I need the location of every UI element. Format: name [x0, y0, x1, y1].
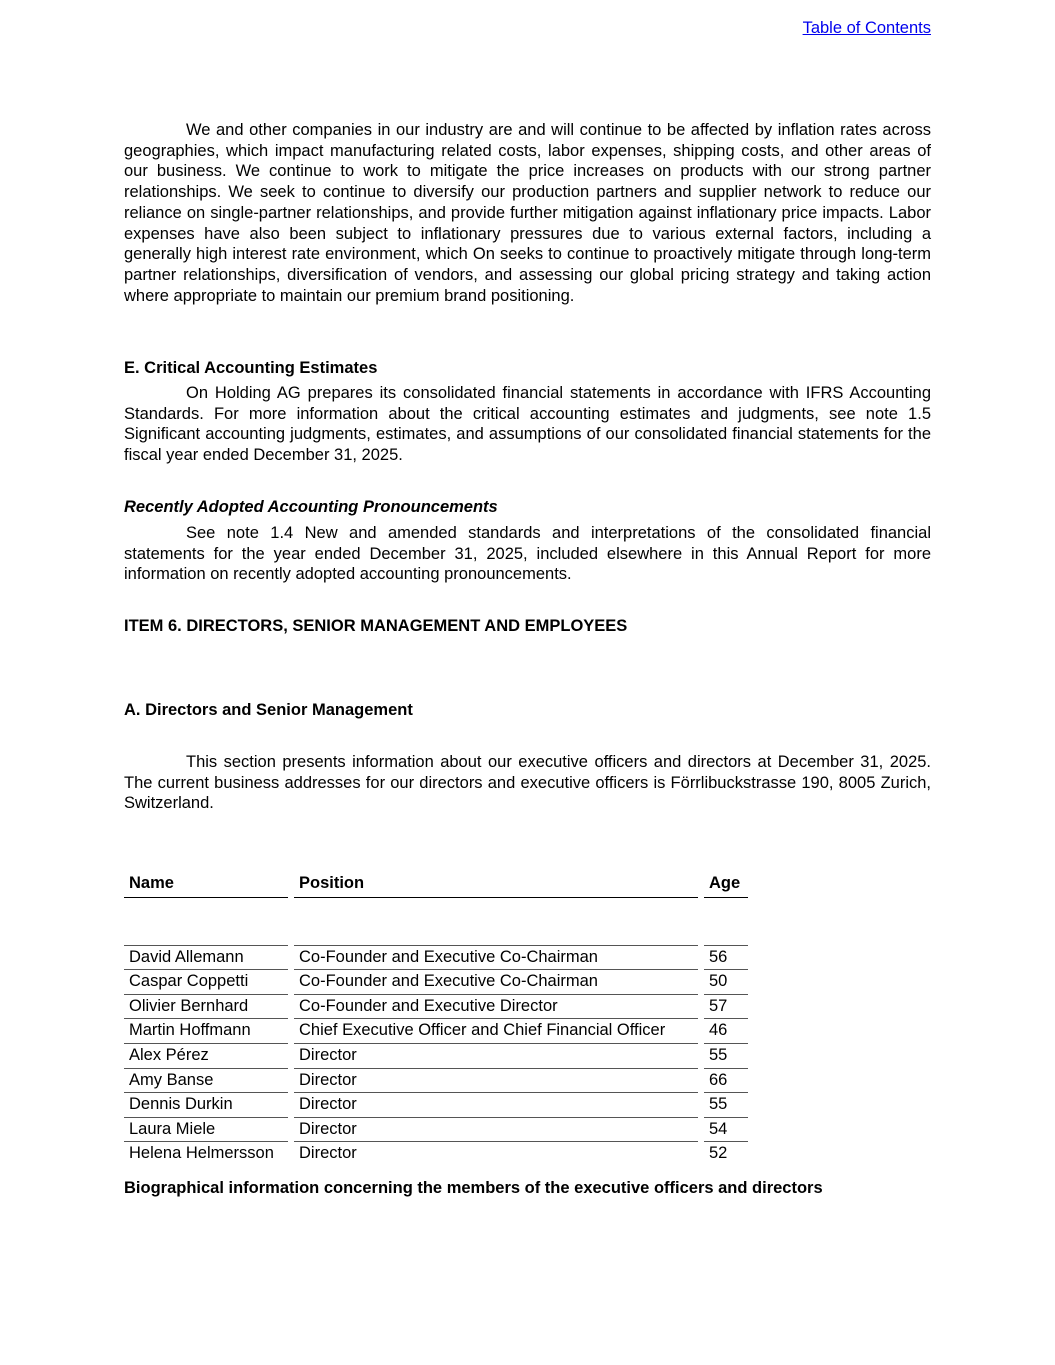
cell-name: Amy Banse: [124, 1068, 288, 1093]
cell-name: Laura Miele: [124, 1117, 288, 1142]
cell-age: 55: [704, 1043, 748, 1068]
cell-position: Director: [294, 1117, 698, 1142]
column-header-name: Name: [124, 872, 288, 898]
critical-accounting-estimates-paragraph: On Holding AG prepares its consolidated financial statements in accordance with IFRS Accounting Standards. For more information about the critical accounting estimates and judgments, see note 1.5 Significant accounting judgments, estimates, and assumptions of our consolidated financial statements for the fiscal year ended December 31, 2025.: [124, 384, 931, 465]
recent-pronouncements-paragraph: See note 1.4 New and amended standards and interpretations of the consolidated financial statements for the year ended December 31, 2025, included elsewhere in this Annual Report for more information on recently adopted accounting pronouncements.: [124, 524, 931, 584]
biographical-information-heading: Biographical information concerning the members of the executive officers and directors: [124, 1179, 823, 1197]
directors-heading: A. Directors and Senior Management: [124, 701, 413, 719]
table-row: [124, 1092, 748, 1117]
cell-age: 50: [704, 969, 748, 994]
cell-name: Helena Helmersson: [124, 1141, 288, 1166]
critical-accounting-estimates-heading: E. Critical Accounting Estimates: [124, 359, 378, 377]
cell-age: 57: [704, 994, 748, 1019]
table-spacer: [124, 897, 748, 945]
table-of-contents-link[interactable]: Table of Contents: [802, 19, 931, 37]
table-row: [124, 969, 748, 994]
cell-name: Olivier Bernhard: [124, 994, 288, 1019]
cell-position: Co-Founder and Executive Co-Chairman: [294, 969, 698, 994]
cell-age: 46: [704, 1018, 748, 1043]
cell-position: Co-Founder and Executive Director: [294, 994, 698, 1019]
cell-position: Chief Executive Officer and Chief Financial Officer: [294, 1018, 698, 1043]
table-row: [124, 1141, 748, 1166]
cell-position: Director: [294, 1068, 698, 1093]
item6-heading: ITEM 6. DIRECTORS, SENIOR MANAGEMENT AND EMPLOYEES: [124, 617, 628, 635]
table-row: [124, 945, 748, 970]
cell-position: Director: [294, 1043, 698, 1068]
cell-name: David Allemann: [124, 945, 288, 970]
cell-position: Director: [294, 1092, 698, 1117]
inflation-paragraph: We and other companies in our industry are and will continue to be affected by inflation rates across geographies, which impact manufacturing related costs, labor expenses, shipping costs, and other areas of our business. We continue to work to mitigate the price increases on products with our strong partner relationships. We seek to continue to diversify our production partners and supplier network to reduce our reliance on single-partner relationships, and provide further mitigation against inflationary price impacts. Labor expenses have also been subject to inflationary pressures due to various external factors, including a generally high interest rate environment, which On seeks to continue to proactively mitigate through long-term partner relationships, diversification of vendors, and assessing our global pricing strategy and taking action where appropriate to maintain our premium brand positioning.: [124, 121, 931, 305]
cell-age: 66: [704, 1068, 748, 1093]
cell-name: Dennis Durkin: [124, 1092, 288, 1117]
table-row: [124, 994, 748, 1019]
table-body: [124, 945, 748, 1166]
directors-table: [124, 872, 748, 1166]
column-header-age: Age: [704, 872, 748, 898]
cell-position: Director: [294, 1141, 698, 1166]
cell-name: Alex Pérez: [124, 1043, 288, 1068]
column-header-position: Position: [294, 872, 698, 898]
table-header-row: [124, 872, 748, 897]
table-row: [124, 1117, 748, 1142]
table-row: [124, 1068, 748, 1093]
cell-position: Co-Founder and Executive Co-Chairman: [294, 945, 698, 970]
cell-age: 52: [704, 1141, 748, 1166]
recent-pronouncements-heading: Recently Adopted Accounting Pronouncements: [124, 498, 498, 516]
table-row: [124, 1018, 748, 1043]
cell-age: 54: [704, 1117, 748, 1142]
table-row: [124, 1043, 748, 1068]
directors-paragraph: This section presents information about our executive officers and directors at December 31, 2025. The current business addresses for our directors and executive officers is Förrlibuckstrasse 190, 8005 Zurich, Switzerland.: [124, 753, 931, 813]
cell-age: 55: [704, 1092, 748, 1117]
cell-name: Caspar Coppetti: [124, 969, 288, 994]
cell-name: Martin Hoffmann: [124, 1018, 288, 1043]
cell-age: 56: [704, 945, 748, 970]
